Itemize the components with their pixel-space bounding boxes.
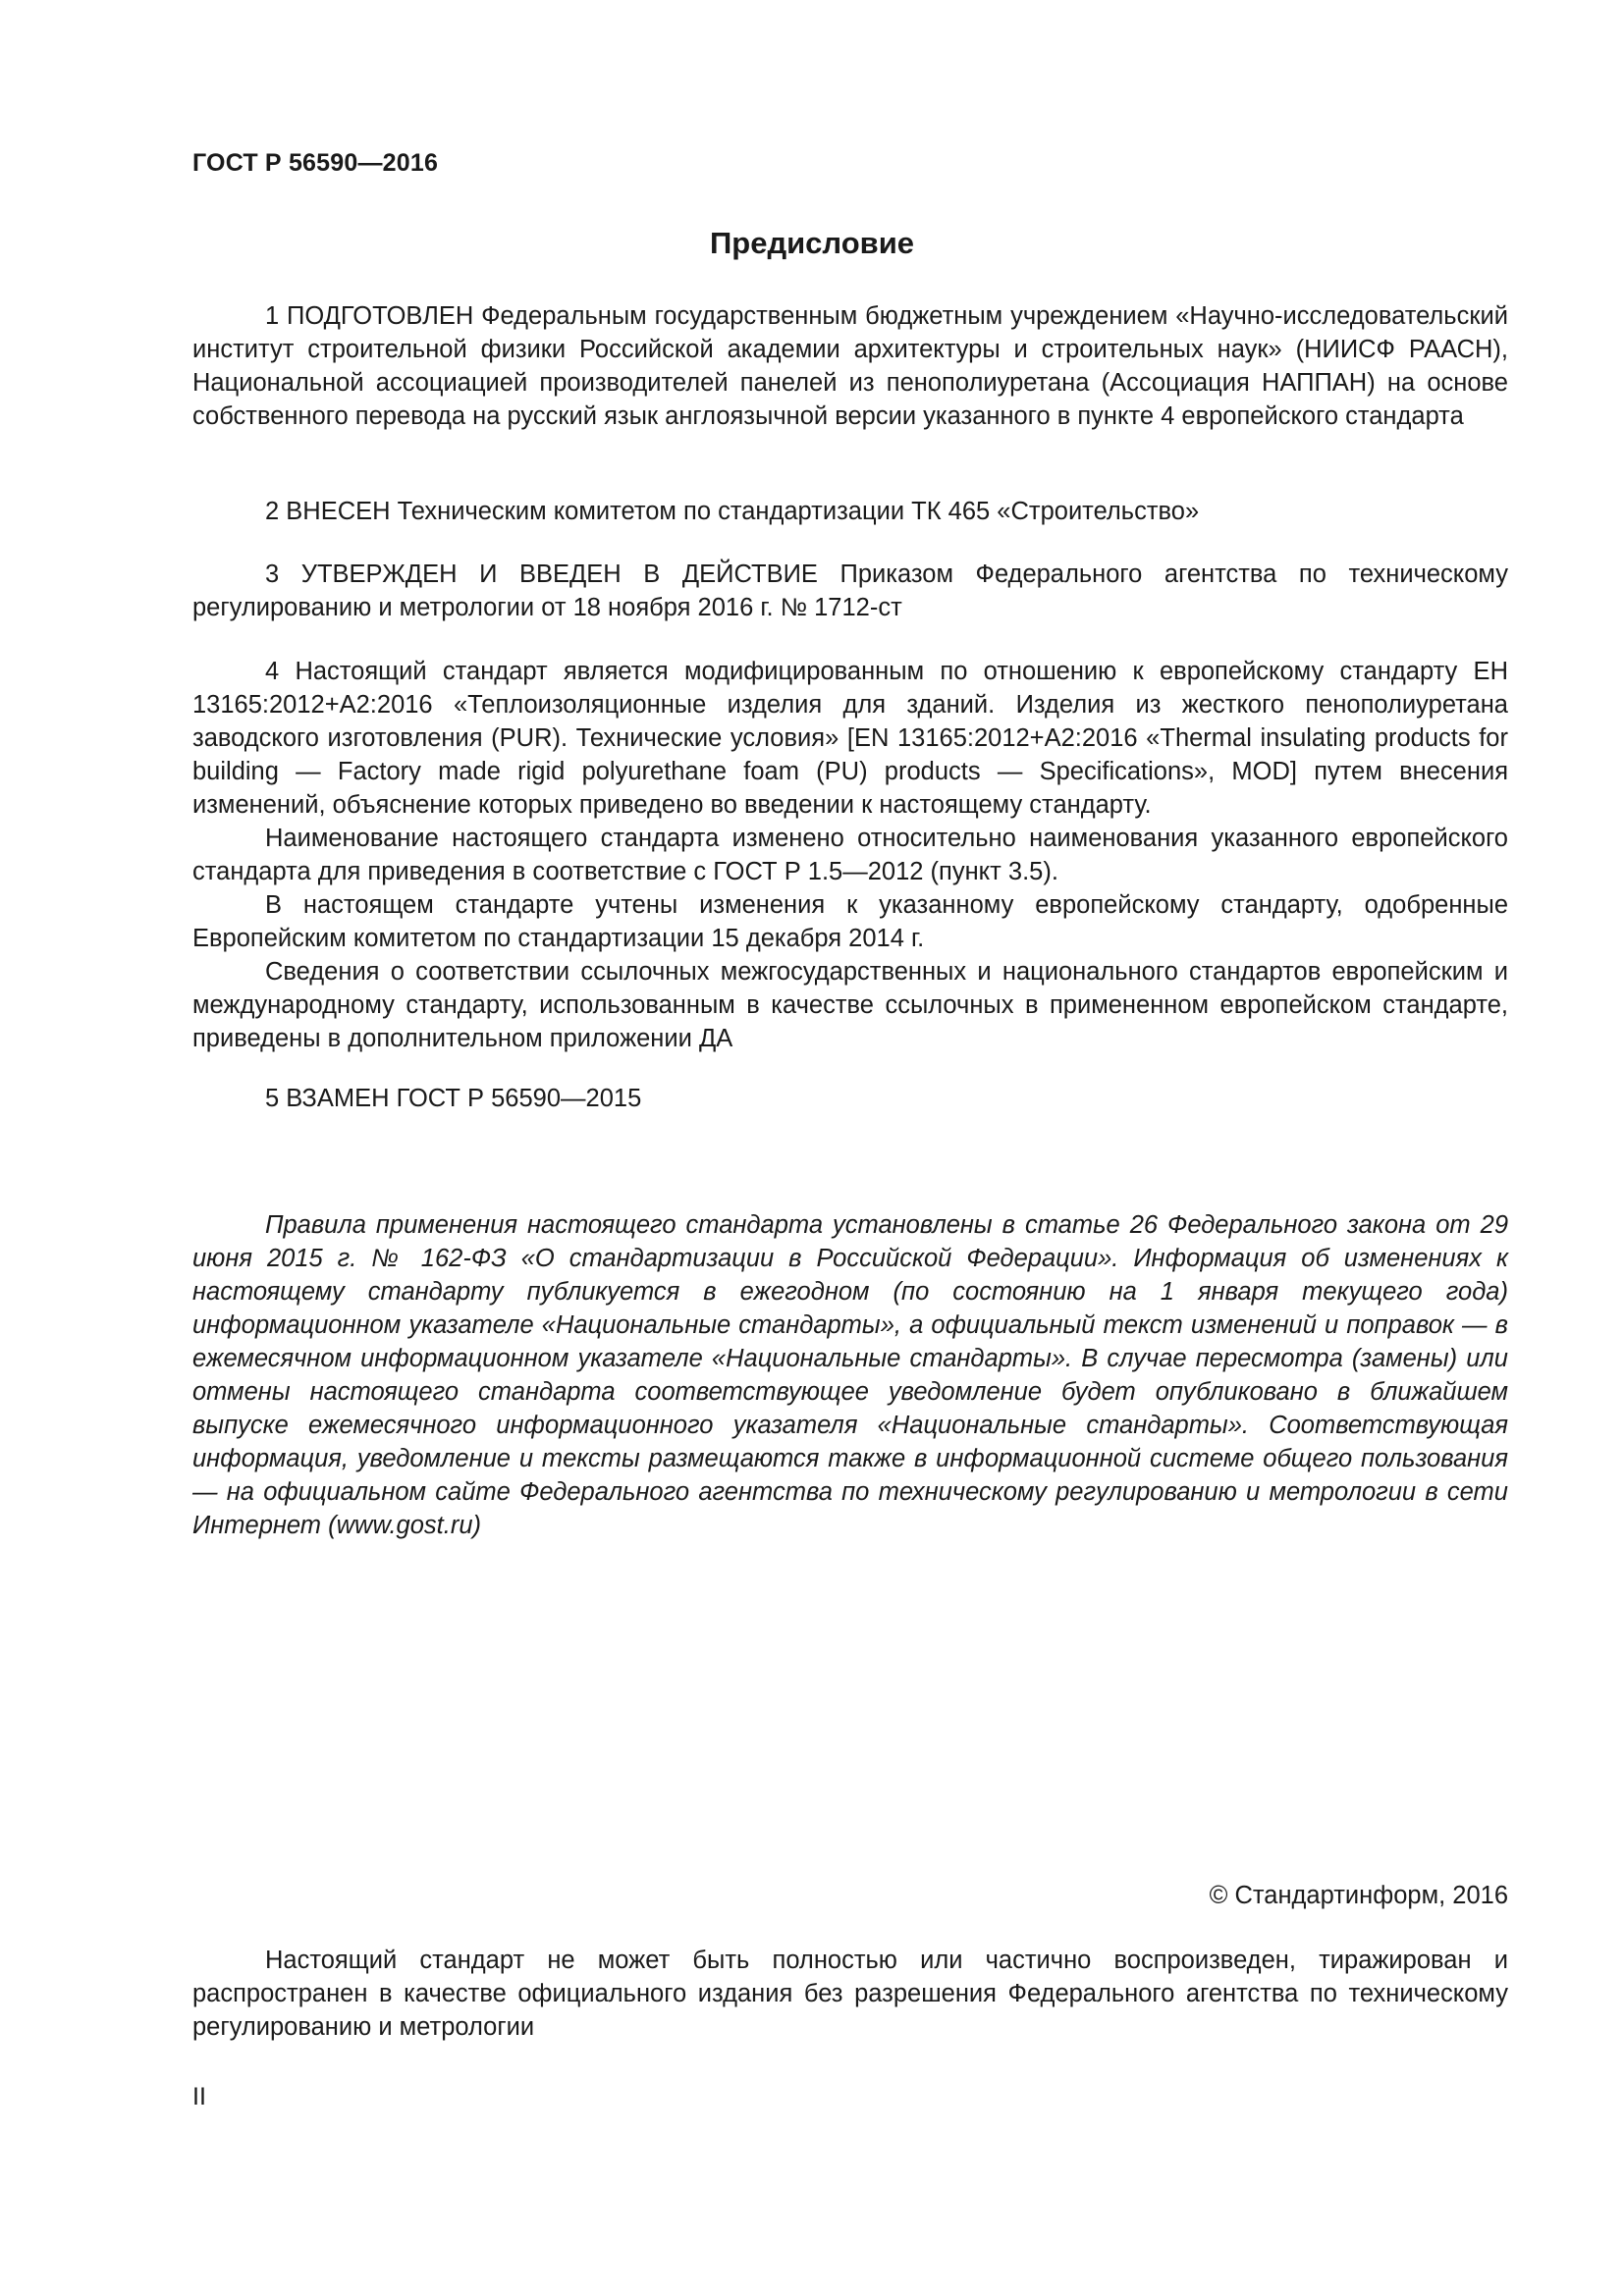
copyright: © Стандартинформ, 2016 (1209, 1882, 1508, 1909)
foreword-item-2-text: 2 ВНЕСЕН Техническим комитетом по стандартизации ТК 465 «Строительство» (265, 498, 1200, 525)
foreword-item-1 (192, 299, 1508, 433)
foreword-item-4 (192, 655, 1508, 1055)
foreword-item-4-paragraph-1: 4 Настоящий стандарт является модифицированным по отношению к европейскому стандарту ЕН 13165:2012+А2:2016 «Теплоизоляционные изделия для зданий. Изделия из жесткого пенополиуретана заводского изготовления (PUR). Технические условия» [EN 13165:2012+A2:2016 «Thermal insulating products for building — Factory made rigid polyurethane foam (PU) products — Specifications», MOD] путем внесения изменений, объяснение которых приведено во введении к настоящему стандарту. (192, 658, 1508, 819)
foreword-item-3 (192, 558, 1508, 624)
reproduction-notice (192, 1944, 1508, 2044)
document-code: ГОСТ Р 56590—2016 (192, 149, 439, 177)
foreword-item-1-text: 1 ПОДГОТОВЛЕН Федеральным государственным бюджетным учреждением «Научно-исследовательский институт строительной физики Российской академии архитектуры и строительных наук» (НИИСФ РААСН), Национальной ассоциацией производителей панелей из пенополиуретана (Ассоциация НАППАН) на основе собственного перевода на русский язык англоязычной версии указанного в пункте 4 европейского стандарта (192, 302, 1508, 430)
foreword-item-5 (192, 1082, 1508, 1115)
foreword-item-3-text: 3 УТВЕРЖДЕН И ВВЕДЕН В ДЕЙСТВИЕ Приказом Федерального агентства по техническому регулированию и метрологии от 18 ноября 2016 г. № 1712-ст (192, 561, 1508, 621)
page-title: Предисловие (709, 226, 914, 260)
application-rules-text: Правила применения настоящего стандарта установлены в статье 26 Федерального закона от 29 июня 2015 г. № 162-ФЗ «О стандартизации в Российской Федерации». Информация об изменениях к настоящему стандарту публикуется в ежегодном (по состоянию на 1 января текущего года) информационном указателе «Национальные стандарты», а официальный текст изменений и поправок — в ежемесячном информационном указателе «Национальные стандарты». В случае пересмотра (замены) или отмены настоящего стандарта соответствующее уведомление будет опубликовано в ближайшем выпуске ежемесячного информационного указателя «Национальные стандарты». Соответствующая информация, уведомление и тексты размещаются также в информационной системе общего пользования — на официальном сайте Федерального агентства по техническому регулированию и метрологии в сети Интернет (www.gost.ru) (192, 1211, 1508, 1539)
foreword-item-4-paragraph-3: В настоящем стандарте учтены изменения к указанному европейскому стандарту, одобренные Европейским комитетом по стандартизации 15 декабря 2014 г. (192, 891, 1508, 952)
foreword-item-4-paragraph-2: Наименование настоящего стандарта изменено относительно наименования указанного европейского стандарта для приведения в соответствие с ГОСТ Р 1.5—2012 (пункт 3.5). (192, 825, 1508, 885)
reproduction-notice-text: Настоящий стандарт не может быть полностью или частично воспроизведен, тиражирован и распространен в качестве официального издания без разрешения Федерального агентства по техническому регулированию и метрологии (192, 1947, 1508, 2041)
foreword-item-5-text: 5 ВЗАМЕН ГОСТ Р 56590—2015 (265, 1085, 642, 1112)
application-rules-notice (192, 1208, 1508, 1542)
foreword-item-4-paragraph-4: Сведения о соответствии ссылочных межгосударственных и национального стандартов европейским и международному стандарту, использованным в качестве ссылочных в примененном европейском стандарте, приведены в дополнительном приложении ДА (192, 958, 1508, 1052)
page-number: II (192, 2083, 206, 2110)
foreword-item-2 (192, 495, 1508, 528)
